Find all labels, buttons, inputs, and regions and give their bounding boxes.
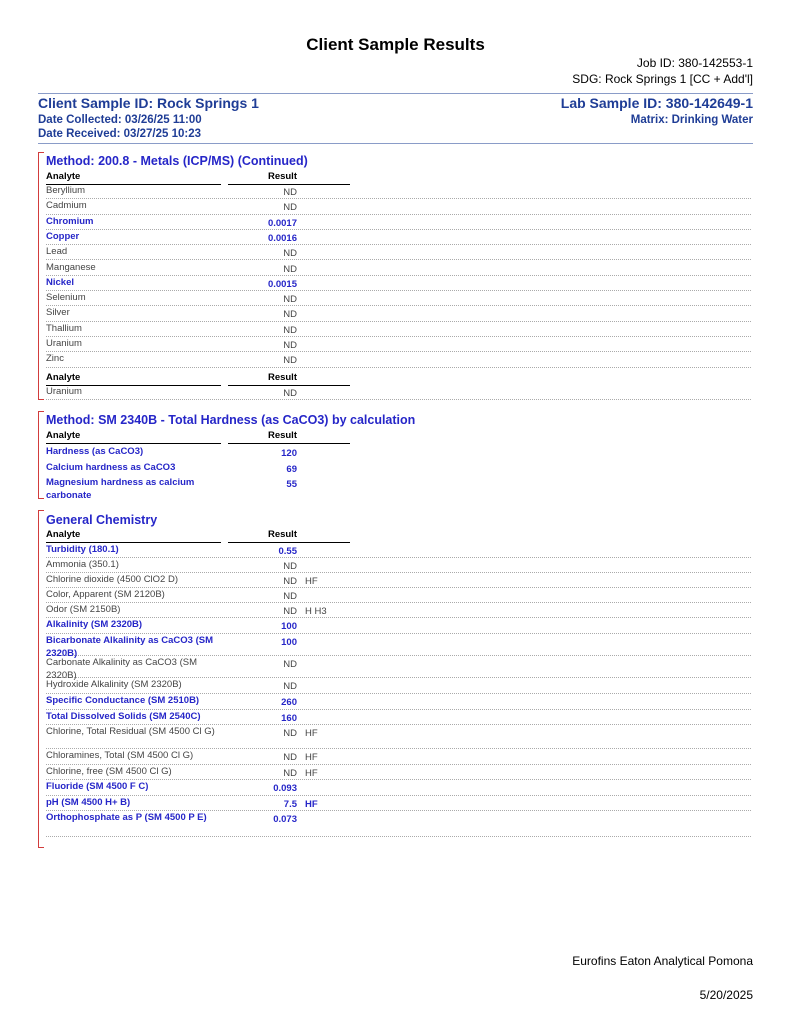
- analyte-name: Copper: [46, 230, 80, 242]
- section-bracket: [38, 510, 44, 848]
- table-row: [46, 725, 751, 749]
- table-row: [46, 199, 751, 214]
- header-divider: [38, 93, 753, 94]
- result-value: ND: [283, 767, 297, 779]
- result-value: ND: [283, 187, 297, 198]
- qualifier: HF: [305, 767, 318, 779]
- result-value: ND: [283, 752, 297, 763]
- job-id: Job ID: 380-142553-1: [636, 56, 753, 70]
- table-row: [46, 461, 751, 476]
- result-header: Result: [228, 372, 297, 386]
- result-value: 0.073: [273, 814, 297, 825]
- result-value: ND: [283, 263, 297, 275]
- result-value: ND: [283, 324, 297, 336]
- analyte-name: Turbidity (180.1): [46, 544, 119, 555]
- analyte-name: Color, Apparent (SM 2120B): [46, 589, 165, 600]
- sdg: SDG: Rock Springs 1 [CC + Add'l]: [572, 72, 753, 86]
- analyte-name: Chromium: [46, 215, 94, 227]
- table-row: [46, 710, 751, 726]
- analyte-name: pH (SM 4500 H+ B): [46, 796, 131, 808]
- analyte-name: Calcium hardness as CaCO3: [46, 461, 176, 473]
- result-value: ND: [283, 388, 297, 399]
- result-value: ND: [283, 728, 297, 739]
- result-value: ND: [283, 681, 297, 692]
- table-row: [46, 261, 751, 276]
- analyte-name: Uranium: [46, 386, 82, 397]
- table-row: [46, 306, 751, 321]
- analyte-name: Fluoride (SM 4500 F C): [46, 781, 149, 792]
- result-header: Result: [228, 171, 297, 185]
- analyte-name: Hardness (as CaCO3): [46, 446, 144, 457]
- result-value: ND: [283, 591, 297, 602]
- section-title: Method: SM 2340B - Total Hardness (as CaCO3) by calculation: [46, 413, 416, 427]
- analyte-name: Cadmium: [46, 200, 87, 212]
- analyte-name: Beryllium: [46, 185, 86, 196]
- table-row: [46, 291, 751, 306]
- section-bracket: [38, 411, 44, 499]
- section-title: Method: 200.8 - Metals (ICP/MS) (Continued): [46, 154, 308, 168]
- section-bracket: [38, 152, 44, 400]
- analyte-name: Nickel: [46, 276, 74, 288]
- table-row: [46, 573, 751, 588]
- qualifier: HF: [305, 728, 318, 739]
- result-value: 55: [286, 479, 297, 490]
- result-value: ND: [283, 561, 297, 572]
- result-value: ND: [283, 659, 297, 670]
- qualifier: HF: [305, 798, 318, 810]
- result-header: Result: [228, 529, 297, 543]
- result-value: 160: [281, 712, 297, 724]
- table-row: [46, 603, 751, 618]
- date-collected: Date Collected: 03/26/25 11:00: [38, 114, 202, 126]
- table-row: [46, 322, 751, 337]
- table-row: [46, 811, 751, 837]
- table-row: [46, 543, 751, 558]
- table-row: [46, 694, 751, 710]
- qualifier: HF: [305, 576, 318, 587]
- result-value: 7.5: [283, 798, 297, 810]
- analyte-header: Analyte: [46, 430, 221, 444]
- table-row: [46, 558, 751, 573]
- analyte-name: Bicarbonate Alkalinity as CaCO3 (SM 2320B): [46, 634, 214, 659]
- table-row: [46, 230, 751, 245]
- result-value: ND: [283, 294, 297, 306]
- analyte-name: Uranium: [46, 338, 82, 349]
- sample-divider: [38, 143, 753, 144]
- result-header: Result: [228, 430, 297, 444]
- table-row: [46, 184, 751, 199]
- table-row: [46, 678, 751, 694]
- result-value: 0.0017: [267, 217, 297, 229]
- analyte-header: Analyte: [46, 372, 221, 386]
- section-metals: [38, 152, 753, 400]
- result-value: 100: [281, 621, 297, 632]
- analyte-name: Selenium: [46, 292, 86, 304]
- result-value: 120: [281, 448, 297, 459]
- result-value: ND: [283, 340, 297, 351]
- table-row: [46, 588, 751, 603]
- section-general-chemistry: [38, 510, 753, 848]
- analyte-name: Orthophosphate as P (SM 4500 P E): [46, 812, 207, 823]
- analyte-name: Lead: [46, 246, 68, 258]
- table-row: [46, 445, 751, 460]
- result-value: 260: [281, 697, 297, 708]
- section-title: General Chemistry: [46, 513, 158, 527]
- table-row: [46, 634, 751, 657]
- result-value: ND: [283, 202, 297, 214]
- analyte-name: Total Dissolved Solids (SM 2540C): [46, 710, 201, 722]
- analyte-header: Analyte: [46, 529, 221, 543]
- qualifier: H H3: [305, 606, 327, 617]
- analyte-name: Manganese: [46, 261, 96, 273]
- analyte-name: Odor (SM 2150B): [46, 604, 121, 615]
- result-value: ND: [283, 309, 297, 321]
- table-row: [46, 245, 751, 260]
- table-row: [46, 337, 751, 352]
- lab-name: Eurofins Eaton Analytical Pomona: [572, 954, 753, 968]
- table-row: [46, 618, 751, 634]
- section-hardness: [38, 411, 753, 499]
- table-row: [46, 796, 751, 812]
- client-sample-id: Client Sample ID: Rock Springs 1: [38, 95, 259, 111]
- analyte-name: Alkalinity (SM 2320B): [46, 619, 143, 630]
- analyte-name: Chlorine, Total Residual (SM 4500 Cl G): [46, 726, 215, 737]
- result-value: 0.0016: [267, 232, 297, 244]
- analyte-name: Magnesium hardness as calcium carbonate: [46, 477, 195, 501]
- result-value: ND: [283, 606, 297, 617]
- analyte-name: Zinc: [46, 353, 64, 365]
- analyte-name: Thallium: [46, 322, 82, 334]
- result-value: 0.093: [273, 783, 297, 794]
- table-row: [46, 780, 751, 796]
- analyte-name: Chlorine dioxide (4500 ClO2 D): [46, 574, 179, 585]
- table-row: [46, 385, 751, 400]
- result-value: ND: [283, 355, 297, 367]
- table-row: [46, 215, 751, 230]
- analyte-name: Chloramines, Total (SM 4500 Cl G): [46, 750, 194, 761]
- analyte-name: Specific Conductance (SM 2510B): [46, 695, 200, 706]
- report-date: 5/20/2025: [699, 988, 753, 1002]
- matrix: Matrix: Drinking Water: [630, 114, 753, 126]
- lab-sample-id: Lab Sample ID: 380-142649-1: [560, 95, 753, 111]
- table-row: [46, 352, 751, 367]
- analyte-name: Ammonia (350.1): [46, 559, 119, 570]
- result-value: 100: [281, 636, 297, 648]
- analyte-header: Analyte: [46, 171, 221, 185]
- date-received: Date Received: 03/27/25 10:23: [38, 128, 202, 140]
- table-row: [46, 276, 751, 291]
- result-value: ND: [283, 576, 297, 587]
- result-value: ND: [283, 248, 297, 260]
- analyte-name: Silver: [46, 307, 70, 319]
- table-row: [46, 765, 751, 781]
- result-value: 69: [286, 463, 297, 475]
- page-title: Client Sample Results: [306, 35, 485, 54]
- table-row: [46, 476, 751, 501]
- analyte-name: Chlorine, free (SM 4500 Cl G): [46, 765, 172, 777]
- result-value: 0.0015: [267, 278, 297, 290]
- table-row: [46, 656, 751, 681]
- analyte-name: Hydroxide Alkalinity (SM 2320B): [46, 679, 182, 690]
- qualifier: HF: [305, 752, 318, 763]
- result-value: 0.55: [278, 546, 297, 557]
- analyte-name: Carbonate Alkalinity as CaCO3 (SM 2320B): [46, 657, 198, 681]
- table-row: [46, 749, 751, 765]
